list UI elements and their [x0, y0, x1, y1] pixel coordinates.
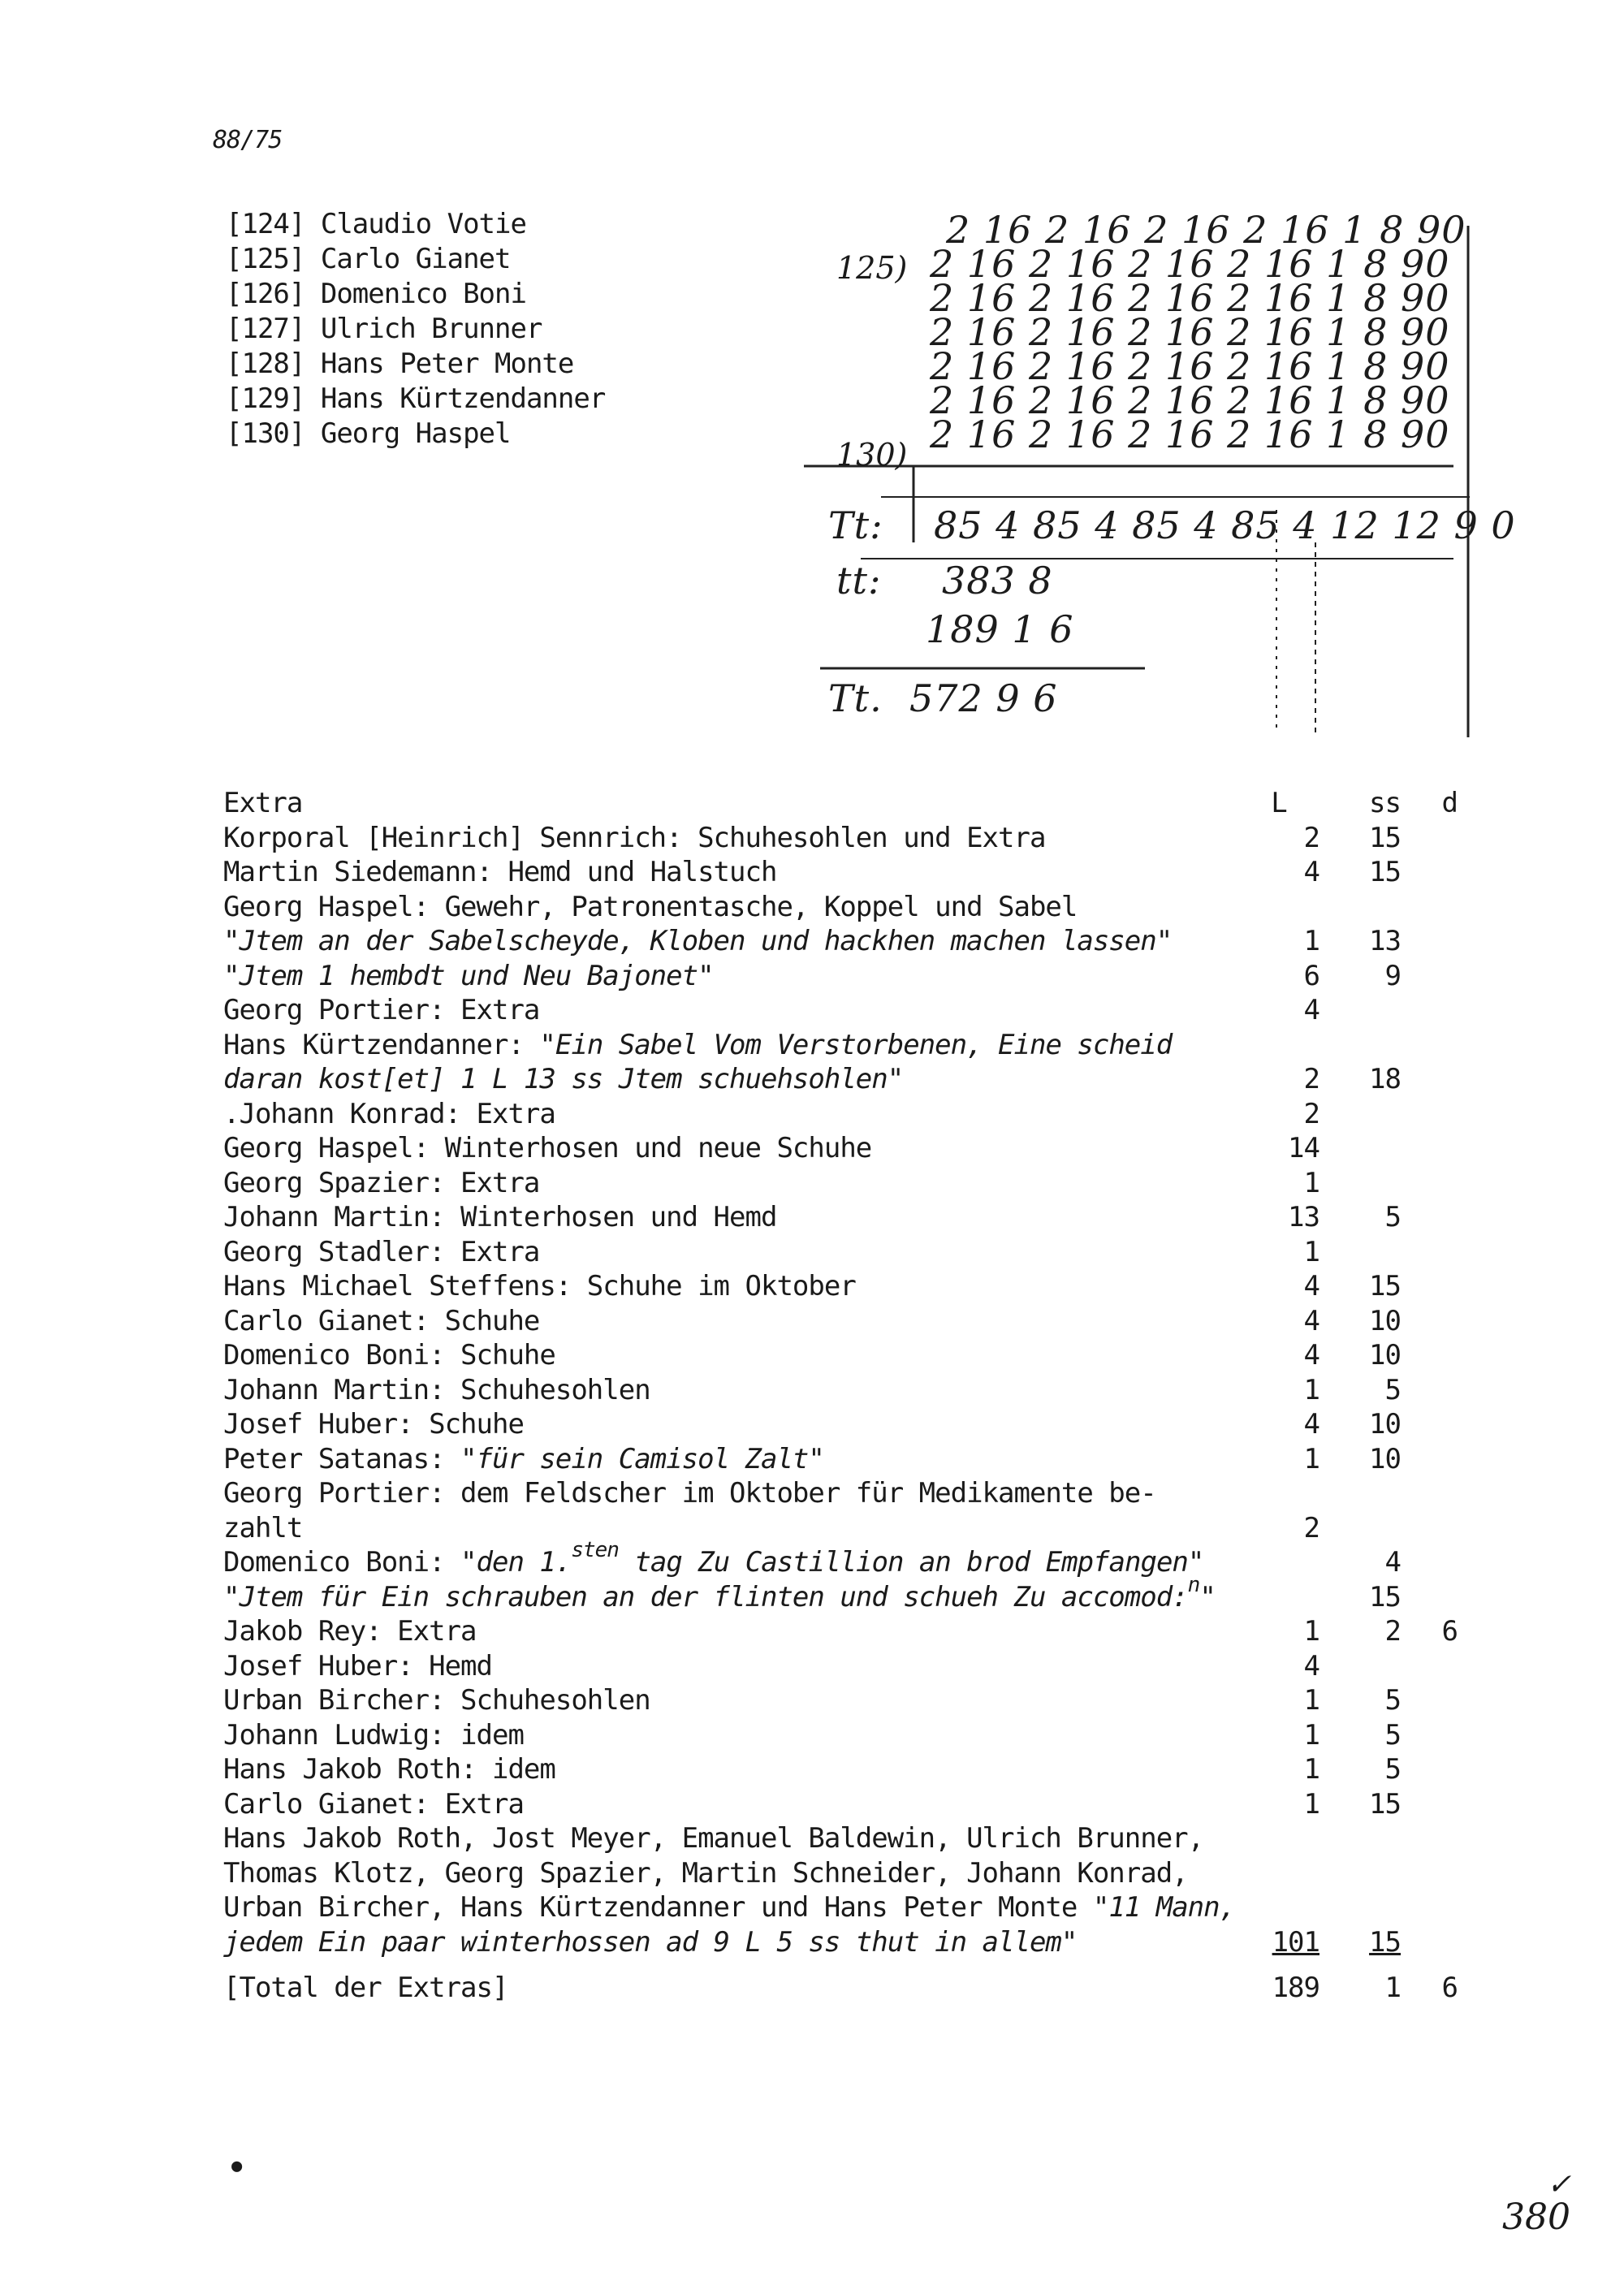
extras-total-d: 6 [1441, 1972, 1458, 2004]
person-row [226, 242, 605, 277]
extras-row [223, 1511, 1458, 1546]
extras-row [223, 924, 1458, 959]
extras-desc [223, 821, 1045, 856]
extras-amount-L: 101 [1272, 1925, 1320, 1959]
extras-desc [223, 1200, 776, 1235]
ledger-sub-value: 383 8 [942, 559, 1053, 603]
extras-amount-L: 1 [1303, 1442, 1320, 1475]
extras-row [223, 1649, 1458, 1684]
ledger-marker-start: 125) [836, 250, 908, 286]
extras-amount-L: 4 [1303, 1339, 1320, 1371]
extras-amount-L: 1 [1303, 1166, 1320, 1199]
extras-desc-quote: "11 Mann, [1092, 1891, 1236, 1924]
extras-desc [223, 1131, 871, 1166]
ledger-row: 2 16 2 16 2 16 2 16 1 8 90 [930, 310, 1450, 354]
extras-amount-ss: 5 [1384, 1201, 1401, 1233]
extras-row [223, 1476, 1458, 1511]
extras-title: Extra [223, 787, 303, 819]
extras-desc-text: Korporal [Heinrich] Sennrich: Schuhesohlen und Extra [223, 821, 1046, 854]
extras-row [223, 1338, 1458, 1373]
extras-desc [223, 1787, 524, 1822]
extras-amount-L: 1 [1303, 925, 1320, 957]
extras-desc [223, 1718, 524, 1753]
extras-amount-L: 1 [1303, 1615, 1320, 1648]
extras-desc-text: Johann Martin: Winterhosen und Hemd [223, 1201, 777, 1233]
person-number: [130] [226, 417, 305, 450]
ledger-total-label: Tt: [828, 503, 883, 547]
extras-row [223, 1614, 1458, 1649]
extras-amount-L: 4 [1303, 994, 1320, 1026]
extras-desc [223, 959, 714, 994]
ledger-marker-end: 130) [836, 437, 908, 473]
extras-amount-ss: 15 [1369, 1270, 1401, 1302]
extras-amount-ss: 18 [1369, 1063, 1401, 1095]
extras-desc-text: Georg Stadler: Extra [223, 1235, 540, 1268]
extras-amount-ss: 15 [1369, 1580, 1401, 1613]
extras-desc [223, 1614, 477, 1649]
extras-amount-ss: 15 [1369, 856, 1401, 888]
ledger-total-row: 85 4 85 4 85 4 85 4 12 12 9 0 [934, 503, 1516, 547]
extras-desc [223, 1442, 824, 1477]
extras-amount-ss: 15 [1369, 821, 1401, 854]
person-name: Claudio Votie [320, 208, 526, 240]
extras-desc-text: Hans Kürtzendanner: [223, 1028, 540, 1061]
extras-amount-ss: 9 [1384, 959, 1401, 992]
extras-desc-quote: "Ein Sabel Vom Verstorbenen, Eine scheid [539, 1028, 1173, 1061]
person-name: Georg Haspel [320, 417, 511, 450]
ledger-row: 2 16 2 16 2 16 2 16 1 8 90 [930, 344, 1450, 388]
extras-desc [223, 1062, 903, 1097]
extras-desc-text: .Johann Konrad: Extra [223, 1097, 555, 1130]
person-row [226, 277, 605, 312]
extras-amount-L: 2 [1303, 1097, 1320, 1130]
check-mark-icon: ✓ [1547, 2168, 1572, 2201]
extras-desc-text: "Jtem 1 hembdt und Neu Bajonet" [223, 959, 714, 992]
extras-desc [223, 1476, 1156, 1511]
extras-row [223, 1235, 1458, 1270]
extras-row [223, 1856, 1458, 1891]
extras-row [223, 1787, 1458, 1822]
extras-desc-text: Urban Bircher: Schuhesohlen [223, 1684, 650, 1717]
extras-desc-text: daran kost[et] 1 L 13 ss Jtem schuehsohlen" [223, 1063, 904, 1095]
ledger-row: 2 16 2 16 2 16 2 16 1 8 90 [930, 413, 1450, 456]
extras-amount-L: 4 [1303, 1304, 1320, 1337]
extras-row [223, 1890, 1458, 1925]
extras-desc [223, 1097, 555, 1132]
ledger-row: 2 16 2 16 2 16 2 16 1 8 90 [930, 276, 1450, 320]
extras-row [223, 821, 1458, 856]
extras-desc-superscript: sten [571, 1538, 619, 1562]
extras-amount-L: 6 [1303, 959, 1320, 992]
person-row [226, 347, 605, 382]
person-row [226, 382, 605, 417]
extras-desc-text: Georg Portier: Extra [223, 994, 540, 1026]
extras-desc [223, 1683, 650, 1718]
extras-amount-L: 4 [1303, 1649, 1320, 1682]
extras-amount-L: 1 [1303, 1684, 1320, 1717]
extras-desc-text: Hans Jakob Roth: idem [223, 1753, 555, 1786]
extras-desc-text: Hans Michael Steffens: Schuhe im Oktober [223, 1270, 856, 1302]
extras-row [223, 1097, 1458, 1132]
extras-total-row [223, 1971, 1458, 2006]
extras-desc-text: Georg Portier: dem Feldscher im Oktober für Medikamente be- [223, 1477, 1156, 1510]
extras-row [223, 1925, 1458, 1960]
extras-desc-superscript: n [1187, 1572, 1200, 1597]
extras-amount-L: 1 [1303, 1373, 1320, 1406]
page-stamp: 380 [1502, 2196, 1570, 2238]
ledger-grand-value: 572 9 6 [909, 676, 1058, 720]
person-list [226, 207, 605, 451]
person-name: Domenico Boni [320, 278, 526, 310]
extras-rows [223, 821, 1458, 1960]
ledger-row: 2 16 2 16 2 16 2 16 1 8 90 [930, 242, 1450, 286]
extras-desc [223, 1511, 302, 1546]
person-number: [124] [226, 208, 305, 240]
extras-row [223, 1269, 1458, 1304]
extras-total-ss: 1 [1384, 1972, 1401, 2004]
extras-desc [223, 1304, 539, 1339]
extras-row [223, 1572, 1458, 1615]
person-row [226, 312, 605, 347]
extras-desc-text: Johann Ludwig: idem [223, 1718, 524, 1752]
extras-row [223, 1131, 1458, 1166]
extras-amount-ss: 15 [1369, 1925, 1401, 1959]
handwritten-ledger-grid [804, 201, 1516, 744]
extras-header [223, 786, 1458, 821]
extras-desc-text: Domenico Boni: [223, 1546, 461, 1579]
person-number: [127] [226, 313, 305, 345]
extras-amount-ss: 5 [1384, 1753, 1401, 1786]
extras-row [223, 855, 1458, 890]
person-name: Ulrich Brunner [320, 313, 542, 345]
extras-row [223, 890, 1458, 925]
extras-row [223, 1028, 1458, 1063]
extras-desc [223, 1269, 856, 1304]
extras-row [223, 1062, 1458, 1097]
extras-amount-L: 1 [1303, 1787, 1320, 1821]
col-header-L: L [1271, 787, 1287, 819]
extras-amount-L: 2 [1303, 1511, 1320, 1544]
extras-desc-text: Peter Satanas: [223, 1442, 461, 1475]
extras-desc-text: Jakob Rey: Extra [223, 1615, 477, 1648]
extras-desc [223, 1925, 1077, 1960]
extras-row [223, 1166, 1458, 1201]
extras-amount-ss: 5 [1384, 1373, 1401, 1406]
extras-desc [223, 1166, 539, 1201]
ledger-grand-label: Tt. [828, 676, 883, 720]
ledger-row: 2 16 2 16 2 16 2 16 1 8 90 [930, 378, 1450, 422]
extras-amount-ss: 5 [1384, 1684, 1401, 1717]
person-row [226, 417, 605, 451]
extras-amount-L: 1 [1303, 1235, 1320, 1268]
extras-desc [223, 855, 776, 890]
extras-row [223, 1538, 1458, 1580]
person-number: [126] [226, 278, 305, 310]
extras-amount-L: 1 [1303, 1753, 1320, 1786]
extras-desc [223, 1028, 1172, 1063]
extras-desc [223, 1856, 1188, 1891]
extras-desc-text: Josef Huber: Hemd [223, 1649, 492, 1682]
extras-amount-L: 4 [1303, 1408, 1320, 1441]
extras-desc-text: Hans Jakob Roth, Jost Meyer, Emanuel Baldewin, Ulrich Brunner, [223, 1822, 1204, 1855]
extras-table [223, 786, 1458, 2006]
stray-dot: ● [231, 2156, 243, 2176]
extras-row [223, 1442, 1458, 1477]
extras-total-L: 189 [1272, 1972, 1320, 2004]
extras-total-label: [Total der Extras] [223, 1972, 508, 2004]
extras-amount-L: 2 [1303, 1063, 1320, 1095]
extras-row [223, 1683, 1458, 1718]
extras-desc-text: Thomas Klotz, Georg Spazier, Martin Schneider, Johann Konrad, [223, 1856, 1188, 1890]
extras-desc-text: Urban Bircher, Hans Kürtzendanner und Hans Peter Monte [223, 1891, 1093, 1924]
ledger-sub-label: tt: [836, 559, 882, 603]
extras-desc-text: Johann Martin: Schuhesohlen [223, 1373, 650, 1406]
person-number: [128] [226, 348, 305, 380]
extras-desc-text: Martin Siedemann: Hemd und Halstuch [223, 856, 777, 888]
extras-row [223, 993, 1458, 1028]
col-header-ss: ss [1369, 787, 1401, 819]
extras-desc-quote: "den 1. [460, 1546, 572, 1579]
extras-amount-ss: 10 [1369, 1339, 1401, 1371]
extras-row [223, 1718, 1458, 1753]
extras-row [223, 1373, 1458, 1408]
extras-desc [223, 1649, 492, 1684]
extras-amount-ss: 5 [1384, 1718, 1401, 1752]
extras-desc-text: Domenico Boni: Schuhe [223, 1339, 555, 1371]
extras-desc [223, 890, 1077, 925]
extras-desc [223, 993, 539, 1028]
extras-desc-text: Georg Haspel: Winterhosen und neue Schuhe [223, 1132, 872, 1164]
extras-amount-ss: 15 [1369, 1787, 1401, 1821]
person-name: Carlo Gianet [320, 243, 511, 275]
person-name: Hans Peter Monte [320, 348, 574, 380]
extras-amount-ss: 10 [1369, 1408, 1401, 1441]
extras-row [223, 1407, 1458, 1442]
ledger-extra-value: 189 1 6 [926, 607, 1074, 651]
extras-desc [223, 1752, 555, 1787]
extras-desc [223, 1235, 539, 1270]
extras-amount-L: 13 [1288, 1201, 1320, 1233]
extras-amount-L: 4 [1303, 856, 1320, 888]
extras-desc-quote-end: " [1199, 1580, 1216, 1613]
extras-desc-text: "Jtem für Ein schrauben an der flinten und schueh Zu accomod: [223, 1580, 1188, 1613]
extras-amount-L: 1 [1303, 1718, 1320, 1752]
extras-desc-text: jedem Ein paar winterhossen ad 9 L 5 ss thut in allem" [223, 1925, 1078, 1959]
extras-desc-text: "Jtem an der Sabelscheyde, Kloben und hackhen machen lassen" [223, 925, 1173, 957]
extras-desc [223, 1407, 524, 1442]
ledger-row: 2 16 2 16 2 16 2 16 1 8 90 [946, 208, 1466, 252]
extras-desc [223, 1890, 1235, 1925]
extras-desc [223, 1538, 1204, 1583]
extras-desc [223, 1373, 650, 1408]
extras-row [223, 959, 1458, 994]
extras-row [223, 1752, 1458, 1787]
person-row [226, 207, 605, 242]
extras-desc-text: Carlo Gianet: Extra [223, 1787, 524, 1821]
extras-amount-L: 2 [1303, 821, 1320, 854]
extras-desc [223, 1338, 555, 1373]
person-number: [125] [226, 243, 305, 275]
extras-amount-ss: 10 [1369, 1442, 1401, 1475]
person-number: [129] [226, 382, 305, 415]
extras-desc-text: zahlt [223, 1511, 303, 1544]
extras-amount-ss: 13 [1369, 925, 1401, 957]
extras-amount-ss: 2 [1384, 1615, 1401, 1648]
col-header-d: d [1441, 787, 1458, 819]
extras-desc-quote-end: tag Zu Castillion an brod Empfangen" [618, 1546, 1204, 1579]
page-reference: 88/75 [213, 126, 283, 154]
extras-amount-L: 14 [1288, 1132, 1320, 1164]
extras-row [223, 1304, 1458, 1339]
extras-amount-ss: 10 [1369, 1304, 1401, 1337]
extras-desc [223, 1821, 1203, 1856]
extras-row [223, 1200, 1458, 1235]
extras-desc-quote: "für sein Camisol Zalt" [460, 1442, 824, 1475]
extras-amount-L: 4 [1303, 1270, 1320, 1302]
extras-desc-text: Georg Haspel: Gewehr, Patronentasche, Koppel und Sabel [223, 890, 1078, 923]
extras-desc [223, 924, 1172, 959]
extras-row [223, 1821, 1458, 1856]
extras-desc-text: Georg Spazier: Extra [223, 1166, 540, 1199]
person-name: Hans Kürtzendanner [320, 382, 606, 415]
extras-desc-text: Carlo Gianet: Schuhe [223, 1304, 540, 1337]
extras-amount-d: 6 [1441, 1615, 1458, 1648]
extras-desc-text: Josef Huber: Schuhe [223, 1408, 524, 1441]
extras-amount-ss: 4 [1384, 1546, 1401, 1579]
extras-desc [223, 1572, 1216, 1618]
